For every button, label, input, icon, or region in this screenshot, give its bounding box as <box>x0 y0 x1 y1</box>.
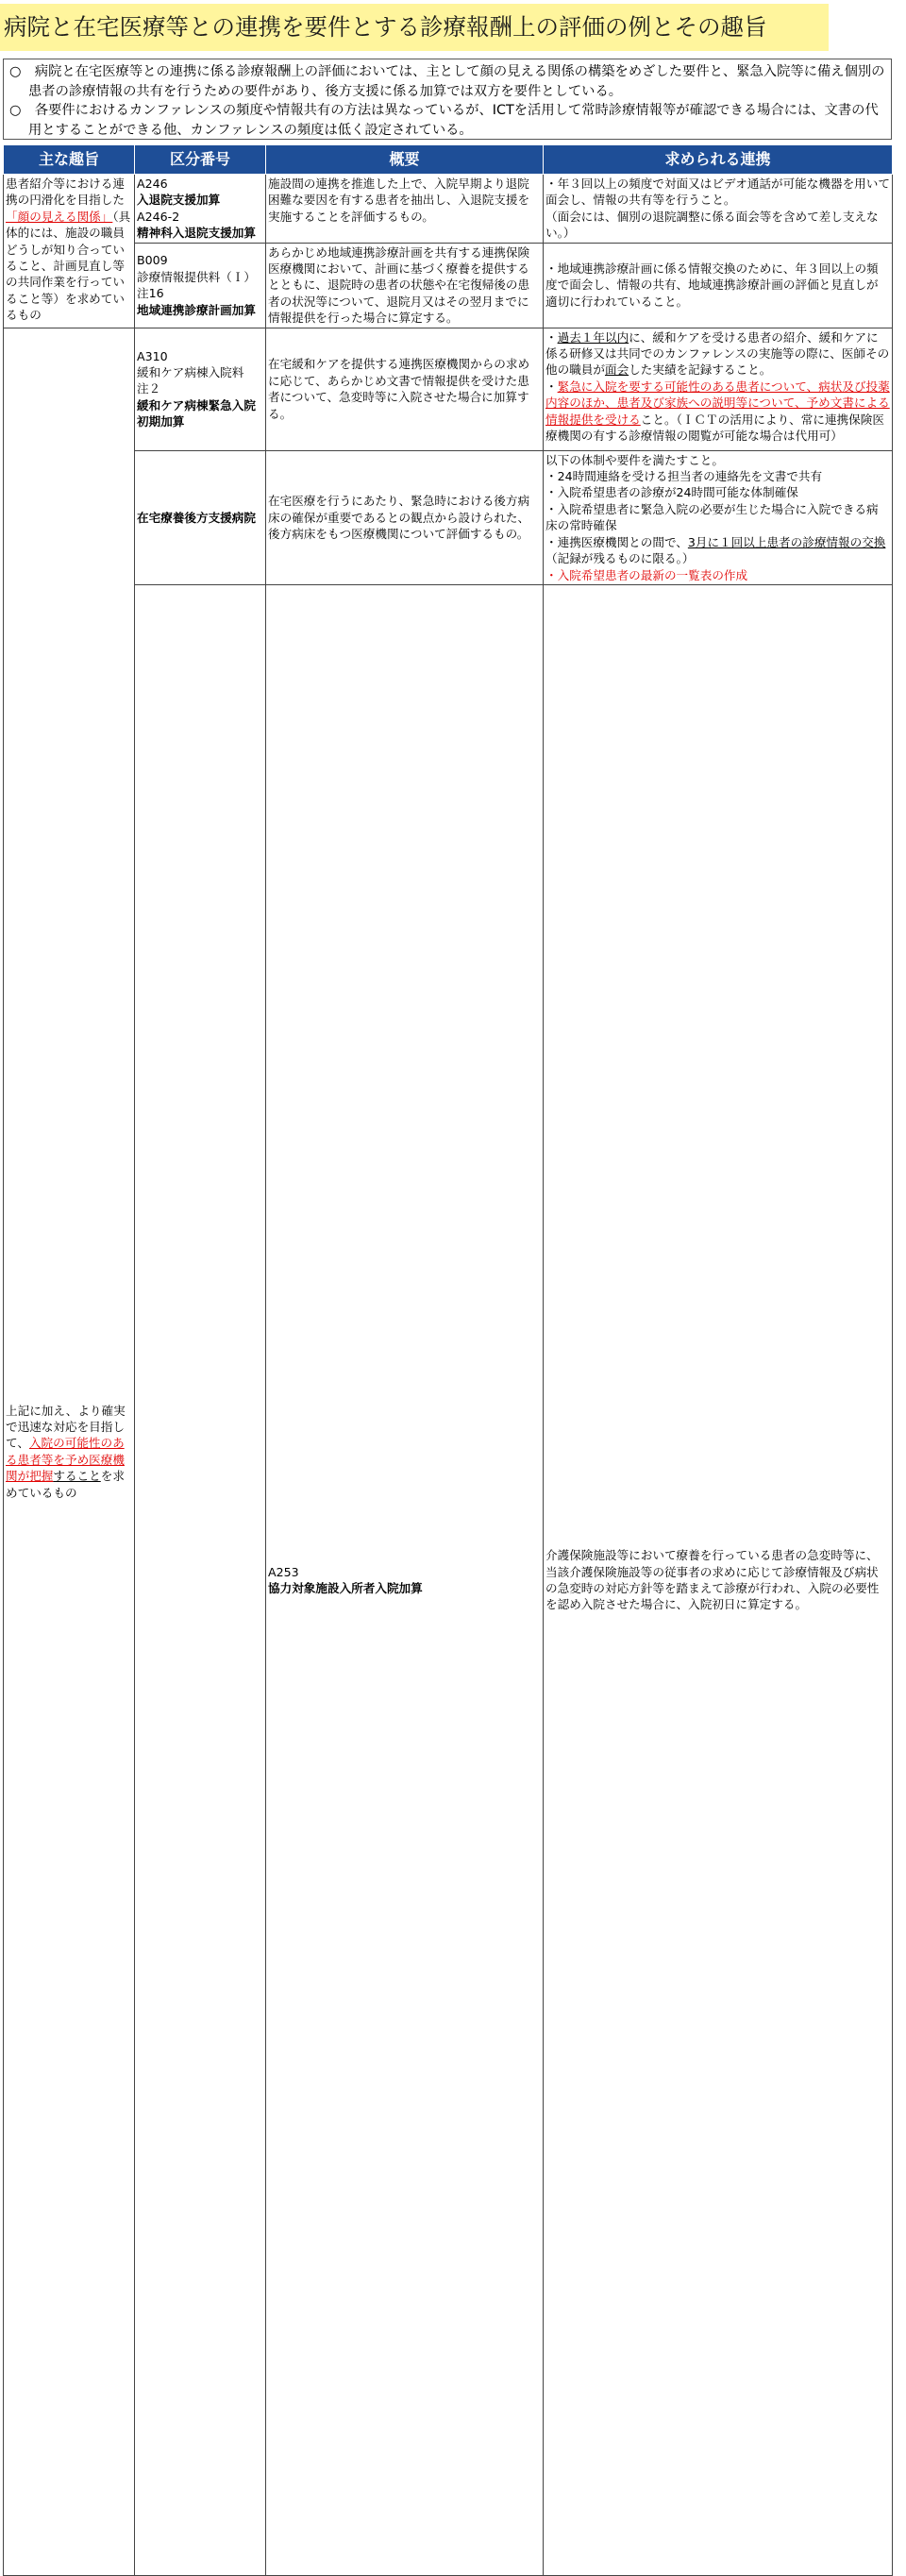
overview-cell: 介護保険施設等において療養を行っている患者の急変時等に、当該介護保険施設等の従事者の求めに応じて診療情報及び病状の急変時の対応方針等を踏まえて診療が行われ、入院の必要性を認め入院させた場合に、入院初日に算定する。 <box>544 584 893 2575</box>
requirement-cell: ・地域連携診療計画に係る情報交換のために、年３回以上の頻度で面会し、情報の共有、地域連携診療計画の評価と見直しが適切に行われていること。 <box>544 243 893 328</box>
highlight-face-to-face: 「顔の見える関係」 <box>6 209 113 224</box>
code-cell: B009 診療情報提供料（Ｉ） 注16 地域連携診療計画加算 <box>135 243 266 328</box>
table-header-row <box>4 145 893 175</box>
code-cell: A310 緩和ケア病棟入院料 注２ 緩和ケア病棟緊急入院初期加算 <box>135 328 266 450</box>
overview-cell: あらかじめ地域連携診療計画を共有する連携保険医療機関において、計画に基づく療養を提供するとともに、退院時の患者の状態や在宅復帰後の患者の状況等について、退院月又はその翌月までに情報提供を行った場合に算定する。 <box>266 243 544 328</box>
code-cell: A246 入退院支援加算 A246-2 精神科入退院支援加算 <box>135 175 266 244</box>
purpose-cell-1: 患者紹介等における連携の円滑化を目指した「顔の見える関係」（具体的には、施設の職員どうしが知り合っていること、計画見直し等の共同作業を行っていること等）を求めているもの <box>4 175 135 328</box>
highlight-emergency-document: 緊急に入院を要する可能性のある患者について、病状及び投薬内容のほか、患者及び家族への説明等について、予め文書による情報提供を受ける <box>545 379 890 427</box>
table-row <box>4 584 893 2575</box>
header-purpose: 主な趣旨 <box>4 145 135 175</box>
summary-point-1: ○ 病院と在宅医療等との連携に係る診療報酬上の評価においては、主として顔の見える関係の構築をめざした要件と、緊急入院等に備え個別の患者の診療情報の共有を行うための要件があり、後方支援に係る加算では双方を要件としている。 <box>9 64 885 99</box>
summary-point-2: ○ 各要件におけるカンファレンスの頻度や情報共有の方法は異なっているが、ICTを活用して常時診療情報等が確認できる場合には、文書の代用とすることができる他、カンファレンスの頻度は低く設定されている。 <box>9 103 879 138</box>
summary-box <box>3 59 892 140</box>
overview-cell: 在宅医療を行うにあたり、緊急時における後方病床の確保が重要であるとの観点から設けられた、後方病床をもつ医療機関について評価するもの。 <box>266 450 544 584</box>
requirement-cell: ・年３回以上の頻度で対面又はビデオ通話が可能な機器を用いて面会し、情報の共有等を行うこと。 （面会には、個別の退院調整に係る面会等を含めて差し支えない。） <box>544 175 893 244</box>
purpose-cell-2: 上記に加え、より確実で迅速な対応を目指して、入院の可能性のある患者等を予め医療機関が把握することを求めているもの <box>4 328 135 2575</box>
purpose-cell-empty <box>135 584 266 2575</box>
table-row <box>4 450 893 584</box>
header-required-collaboration: 求められる連携 <box>544 145 893 175</box>
overview-cell: 施設間の連携を推進した上で、入院早期より退院困難な要因を有する患者を抽出し、入退院支援を実施することを評価するもの。 <box>266 175 544 244</box>
requirement-cell: ・過去１年以内に、緩和ケアを受ける患者の紹介、緩和ケアに係る研修又は共同でのカンファレンスの実施等の際に、医師その他の職員が面会した実績を記録すること。 ・緊急に入院を要する可能性のある患者について、病状及び投薬内容のほか、患者及び家族への説明等について、予め文書による情報提供を受けること。（ＩＣＴの活用により、常に連携保険医療機関の有する診療情報の閲覧が可能な場合は代用可） <box>544 328 893 450</box>
highlight-admission-possibility: 入院の可能性のある患者等を予め医療機関が把握 <box>6 1436 125 1484</box>
code-cell: A253 協力対象施設入所者入院加算 <box>266 584 544 2575</box>
evaluation-table <box>3 144 893 2576</box>
table-row <box>4 243 893 328</box>
page-title: 病院と在宅医療等との連携を要件とする診療報酬上の評価の例とその趣旨 <box>0 4 829 51</box>
requirement-cell: 以下の体制や要件を満たすこと。 ・24時間連絡を受ける担当者の連絡先を文書で共有 ・入院希望患者の診療が24時間可能な体制確保 ・入院希望患者に緊急入院の必要が生じた場合に入院できる病床の常時確保 ・連携医療機関との間で、3月に１回以上患者の診療情報の交換（記録が残るものに限る。） ・入院希望患者の最新の一覧表の作成 <box>544 450 893 584</box>
header-overview: 概要 <box>266 145 544 175</box>
overview-cell: 在宅緩和ケアを提供する連携医療機関からの求めに応じて、あらかじめ文書で情報提供を受けた患者について、急変時等に入院させた場合に加算する。 <box>266 328 544 450</box>
table-row <box>4 328 893 450</box>
table-row <box>4 175 893 244</box>
header-code: 区分番号 <box>135 145 266 175</box>
code-cell: 在宅療養後方支援病院 <box>135 450 266 584</box>
highlight-latest-list: ・入院希望患者の最新の一覧表の作成 <box>545 567 748 582</box>
